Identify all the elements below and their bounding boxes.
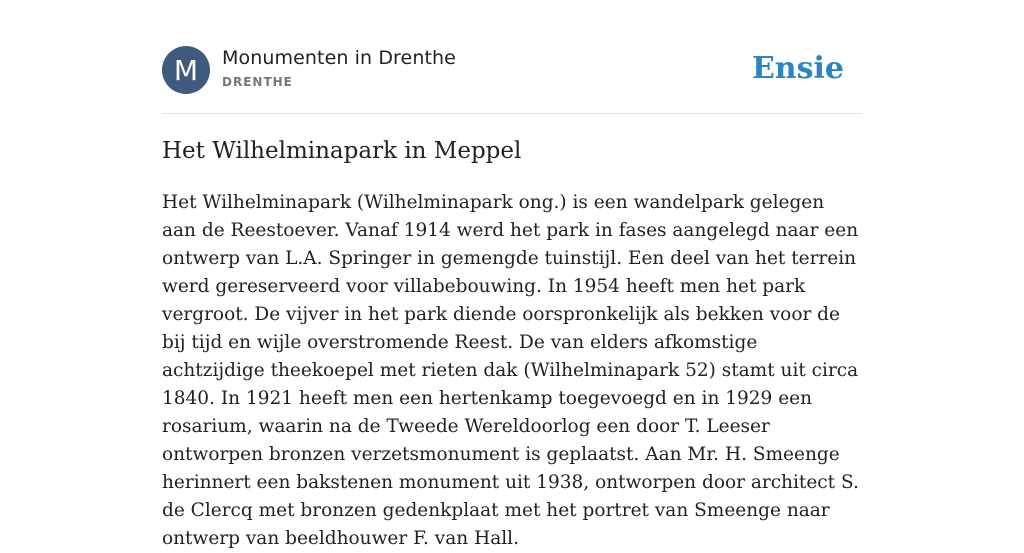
page-header: [162, 46, 862, 96]
collection-subtitle[interactable]: DRENTHE: [222, 75, 293, 89]
page-title: Het Wilhelminapark in Meppel: [162, 138, 522, 164]
header-divider: [162, 113, 862, 114]
collection-title[interactable]: Monumenten in Drenthe: [222, 47, 456, 69]
brand-logo[interactable]: Ensie: [751, 51, 844, 86]
avatar[interactable]: M: [162, 46, 210, 94]
article-body: Het Wilhelminapark (Wilhelminapark ong.) is een wandelpark gelegen aan de Reestoever. Vanaf 1914 werd het park in fases aangelegd naar een ontwerp van L.A. Springer in gemengde tuinstijl. Een deel van het terrein werd gereserveerd voor villabebouwing. In 1954 heeft men het park vergroot. De vijver in het park diende oorspronkelijk als bekken voor de bij tijd en wijle overstromende Reest. De van elders afkomstige achtzijdige theekoepel met rieten dak (Wilhelminapark 52) stamt uit circa 1840. In 1921 heeft men een hertenkamp toegevoegd en in 1929 een rosarium, waarin na de Tweede Wereldoorlog een door T. Leeser ontworpen bronzen verzetsmonument is geplaatst. Aan Mr. H. Smeenge herinnert een bakstenen monument uit 1938, ontworpen door architect S. de Clercq met bronzen gedenkplaat met het portret van Smeenge naar ontwerp van beeldhouwer F. van Hall.: [162, 192, 859, 549]
